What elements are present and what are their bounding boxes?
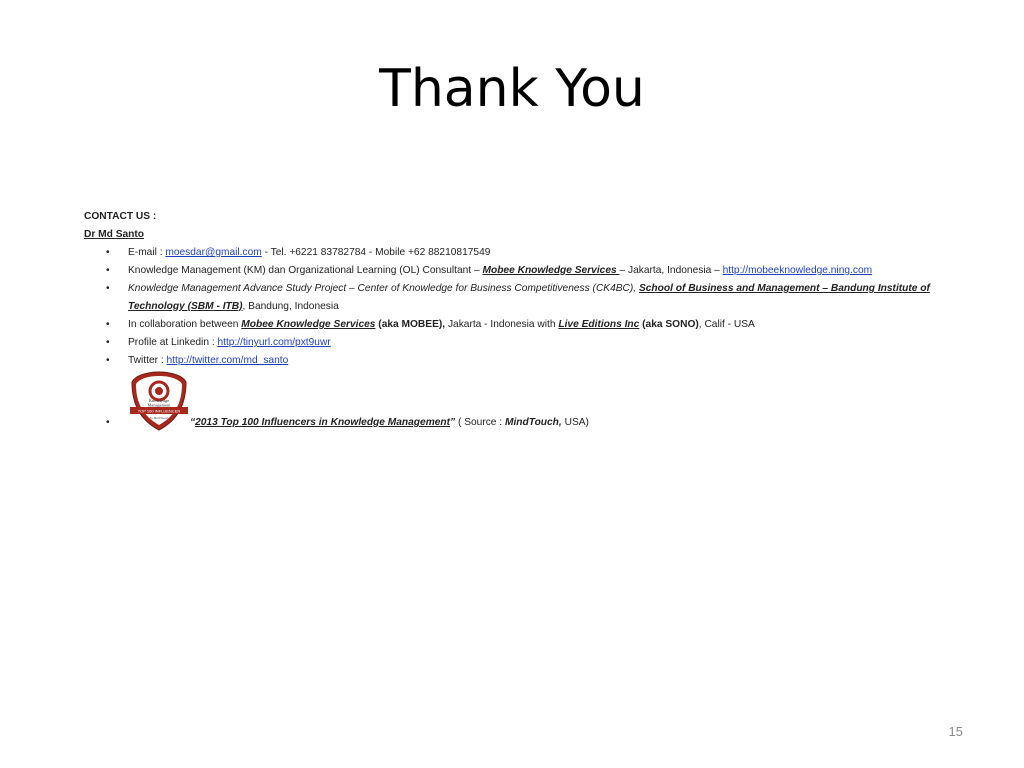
contact-block (84, 208, 944, 436)
award-source: MindTouch, (504, 417, 562, 428)
linkedin-link[interactable]: http://tinyurl.com/pxt9uwr (217, 337, 331, 348)
bullet: • (106, 417, 110, 428)
list-item-twitter (84, 352, 944, 370)
badge-bottom-text: by MindTouch (149, 416, 169, 420)
consultant-location: – Jakarta, Indonesia – (619, 265, 723, 276)
bullet: • (106, 265, 110, 276)
award-link[interactable]: 2013 Top 100 Influencers in Knowledge Management (195, 417, 451, 428)
mobee-collab-link[interactable]: Mobee Knowledge Services (241, 319, 376, 330)
email-link[interactable]: moesdar@gmail.com (165, 247, 262, 258)
award-caption (190, 414, 589, 432)
bullet: • (106, 337, 110, 348)
collab-aka-mobee: (aka MOBEE), (375, 319, 446, 330)
phone-text: - Tel. +6221 83782784 - Mobile +62 88210817549 (261, 247, 491, 258)
twitter-link[interactable]: http://twitter.com/md_santo (166, 355, 289, 366)
badge-mid-text: Management (147, 402, 171, 408)
award-source-suffix: USA) (561, 417, 589, 428)
collab-aka-sono: (aka SONO) (639, 319, 699, 330)
email-label: E-mail : (128, 247, 166, 258)
bullet: • (106, 283, 110, 294)
collab-prefix: In collaboration between (128, 319, 242, 330)
twitter-label: Twitter : (128, 355, 167, 366)
live-editions-link[interactable]: Live Editions Inc (558, 319, 640, 330)
list-item-consultant (84, 262, 944, 280)
award-quote-open: “ (190, 417, 196, 428)
slide-title: Thank You (379, 59, 645, 119)
sbm-itb-link[interactable]: School of Business and Management – Bandung Institute of Technology (SBM - ITB) (128, 283, 930, 312)
page-number: 15 (948, 724, 963, 739)
list-item-study (84, 280, 944, 316)
mobee-link[interactable]: Mobee Knowledge Services (482, 265, 620, 276)
consultant-text: Knowledge Management (KM) dan Organizational Learning (OL) Consultant – (128, 265, 483, 276)
bullet: • (106, 355, 110, 366)
mobee-url-link[interactable]: http://mobeeknowledge.ning.com (722, 265, 873, 276)
contact-list (84, 244, 944, 436)
award-source-prefix: ( Source : (455, 417, 505, 428)
list-item-email (84, 244, 944, 262)
linkedin-label: Profile at Linkedin : (128, 337, 218, 348)
badge-top-text: Knowledge (148, 398, 170, 403)
collab-mid: Jakarta - Indonesia with (445, 319, 559, 330)
badge-ribbon-text: TOP 100 INFLUENCER (137, 408, 181, 414)
list-item-linkedin (84, 334, 944, 352)
list-item-collaboration (84, 316, 944, 334)
list-item-award (84, 370, 944, 436)
collab-suffix: , Calif - USA (698, 319, 755, 330)
study-location: , Bandung, Indonesia (242, 301, 339, 312)
bullet: • (106, 319, 110, 330)
contact-heading: CONTACT US : (84, 211, 157, 222)
km-influencer-badge-icon (128, 370, 190, 432)
award-quote-close: ” (450, 417, 456, 428)
bullet: • (106, 247, 110, 258)
contact-name: Dr Md Santo (84, 229, 144, 240)
study-text: Knowledge Management Advance Study Project – Center of Knowledge for Business Competitiveness (CK4BC), (128, 283, 639, 294)
